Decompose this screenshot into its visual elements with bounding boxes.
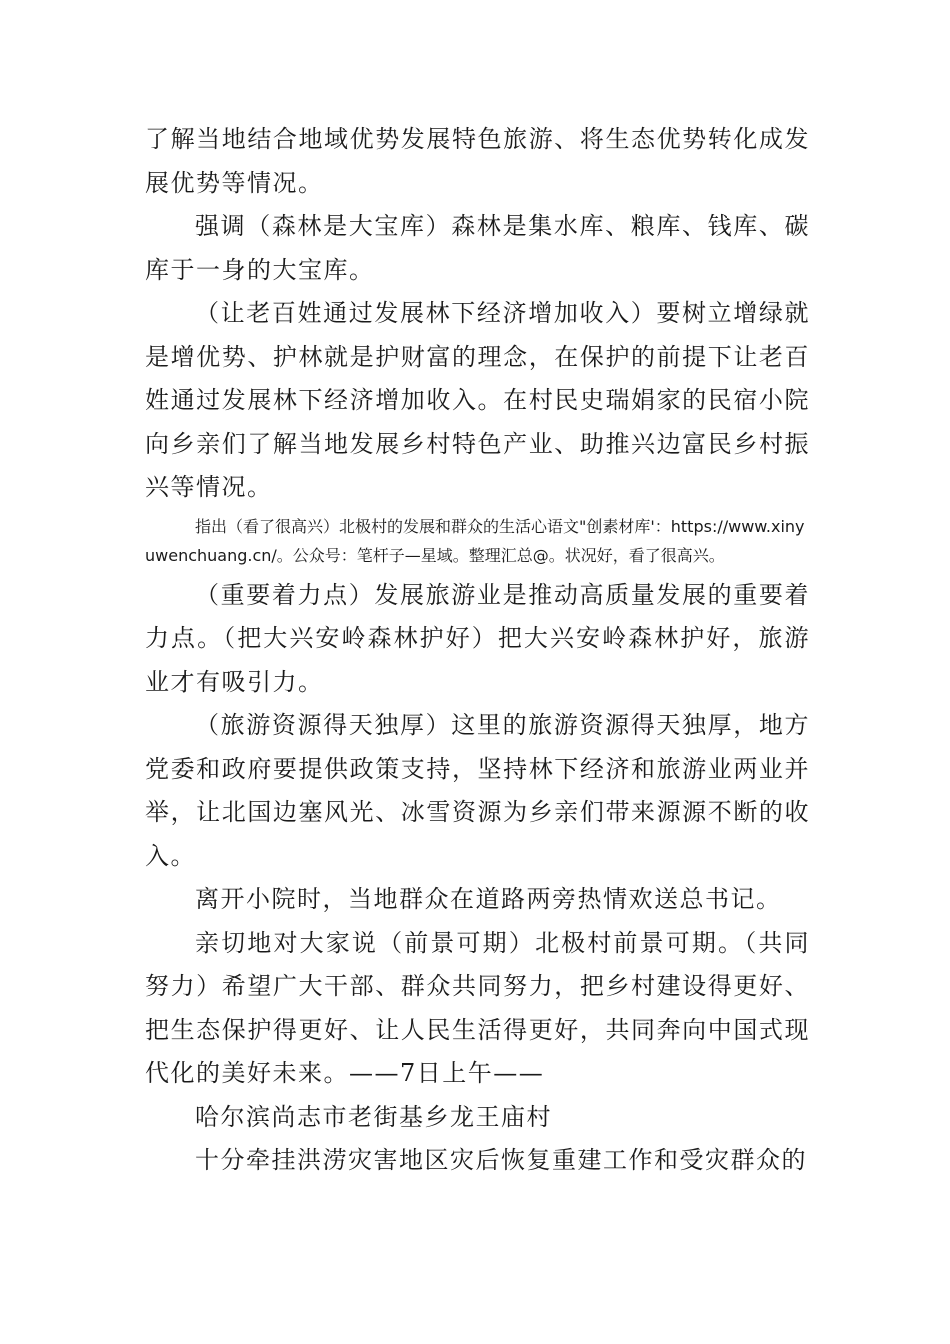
paragraph-source-note: 指出（看了很高兴）北极村的发展和群众的生活心语文"创素材库'：https://www.xinyuwenchuang.cn/。公众号：笔杆子—星域。整理汇总@。状况好，看了很高兴。: [145, 516, 805, 565]
paragraph-farewell: 离开小院时，当地群众在道路两旁热情欢送总书记。: [195, 885, 782, 913]
paragraph-tourism-advantage: 了解当地结合地域优势发展特色旅游、将生态优势转化成发展优势等情况。: [145, 125, 810, 197]
paragraph-forest-economy: （让老百姓通过发展林下经济增加收入）要树立增绿就是增优势、护林就是护财富的理念，在保护的前提下让老百姓通过发展林下经济增加收入。在村民史瑞娟家的民宿小院向乡亲们了解当地发展乡村特色产业、助推兴边富民乡村振兴等情况。: [145, 299, 810, 501]
paragraph-forest-treasure: 强调（森林是大宝库）森林是集水库、粮库、钱库、碳库于一身的大宝库。: [145, 212, 810, 284]
paragraph-flood-recovery: 十分牵挂洪涝灾害地区灾后恢复重建工作和受灾群众的: [195, 1146, 807, 1174]
paragraph-location-heading: 哈尔滨尚志市老街基乡龙王庙村: [195, 1102, 552, 1131]
paragraph-bright-future: 亲切地对大家说（前景可期）北极村前景可期。（共同努力）希望广大干部、群众共同努力，把乡村建设得更好、把生态保护得更好、让人民生活得更好，共同奔向中国式现代化的美好未来。——7日上午——: [145, 928, 810, 1087]
paragraph-tourism-resources: （旅游资源得天独厚）这里的旅游资源得天独厚，地方党委和政府要提供政策支持，坚持林下经济和旅游业两业并举，让北国边塞风光、冰雪资源为乡亲们带来源源不断的收入。: [145, 711, 810, 870]
paragraph-tourism-focus: （重要着力点）发展旅游业是推动高质量发展的重要着力点。（把大兴安岭森林护好）把大兴安岭森林护好，旅游业才有吸引力。: [145, 580, 810, 696]
document-body: [145, 118, 810, 1183]
